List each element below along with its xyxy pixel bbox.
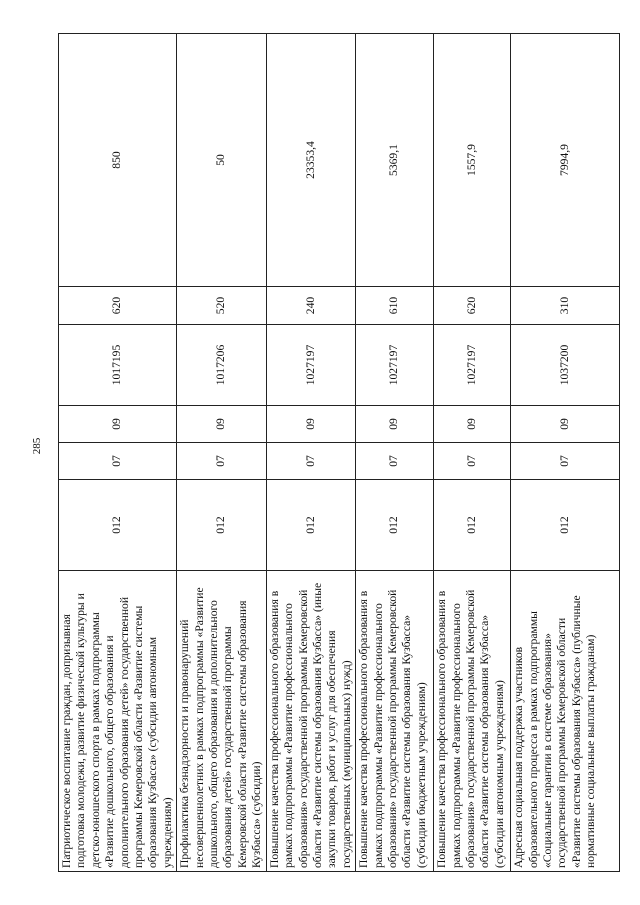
row-description: Повышение качества профессионального образования в рамках подпрограммы «Развитие профессионального образования» государственной программы Кемеровской области «Развитие системы образования Кузбасса» (субсидии автономным учреждениям) [434, 571, 511, 872]
table-row [177, 34, 266, 872]
row-amount: 50 [177, 34, 266, 287]
page-number: 285 [31, 437, 43, 455]
row-target-code: 1027197 [266, 325, 355, 406]
row-expense-type: 620 [59, 287, 177, 325]
row-amount: 1557,9 [434, 34, 511, 287]
row-ministry-code: 012 [59, 480, 177, 571]
row-amount: 7994,9 [511, 34, 620, 287]
row-amount: 23353,4 [266, 34, 355, 287]
row-section-code: 07 [59, 443, 177, 480]
row-section-code: 07 [511, 443, 620, 480]
row-subsection-code: 09 [356, 406, 434, 443]
row-expense-type: 620 [434, 287, 511, 325]
row-expense-type: 240 [266, 287, 355, 325]
row-description: Адресная социальная поддержка участников образовательного процесса в рамках подпрограммы «Социальные гарантии в системе образования» государственной программы Кемеровской области «Развитие системы образования Кузбасса» (публичные нормативные социальные выплаты гражданам) [511, 571, 620, 872]
row-ministry-code: 012 [511, 480, 620, 571]
row-section-code: 07 [266, 443, 355, 480]
row-subsection-code: 09 [266, 406, 355, 443]
table-row [434, 34, 511, 872]
row-expense-type: 520 [177, 287, 266, 325]
table-row [511, 34, 620, 872]
table-row [266, 34, 355, 872]
row-amount: 850 [59, 34, 177, 287]
row-section-code: 07 [434, 443, 511, 480]
row-description: Повышение качества профессионального образования в рамках подпрограммы «Развитие профессионального образования» государственной программы Кемеровской области «Развитие системы образования Кузбасса» (субсидии бюджетным учреждениям) [356, 571, 434, 872]
row-target-code: 1027197 [434, 325, 511, 406]
table-row [59, 34, 177, 872]
row-ministry-code: 012 [356, 480, 434, 571]
row-amount: 5369,1 [356, 34, 434, 287]
row-subsection-code: 09 [511, 406, 620, 443]
row-description: Профилактика безнадзорности и правонарушений несовершеннолетних в рамках подпрограммы «Развитие дошкольного, общего образования и дополнительного образования детей» государственной программы Кемеровской области «Развитие системы образования Кузбасса» (субсидии) [177, 571, 266, 872]
row-description: Повышение качества профессионального образования в рамках подпрограммы «Развитие профессионального образования» государственной программы Кемеровской области «Развитие системы образования Кузбасса» (иные закупки товаров, работ и услуг для обеспечения государственных (муниципальных) нужд) [266, 571, 355, 872]
row-subsection-code: 09 [177, 406, 266, 443]
row-ministry-code: 012 [266, 480, 355, 571]
row-expense-type: 610 [356, 287, 434, 325]
row-target-code: 1027197 [356, 325, 434, 406]
row-subsection-code: 09 [434, 406, 511, 443]
row-ministry-code: 012 [177, 480, 266, 571]
row-expense-type: 310 [511, 287, 620, 325]
row-description: Патриотическое воспитание граждан, допризывная подготовка молодежи, развитие физической культуры и детско-юношеского спорта в рамках подпрограммы «Развитие дошкольного, общего образования и дополнительного образования детей» государственной программы Кемеровской области «Развитие системы образования Кузбасса» (субсидии автономным учреждениям) [59, 571, 177, 872]
budget-table [58, 33, 620, 872]
row-section-code: 07 [356, 443, 434, 480]
row-subsection-code: 09 [59, 406, 177, 443]
row-target-code: 1017195 [59, 325, 177, 406]
budget-table-container [58, 34, 620, 872]
row-target-code: 1017206 [177, 325, 266, 406]
row-ministry-code: 012 [434, 480, 511, 571]
table-row [356, 34, 434, 872]
row-target-code: 1037200 [511, 325, 620, 406]
row-section-code: 07 [177, 443, 266, 480]
